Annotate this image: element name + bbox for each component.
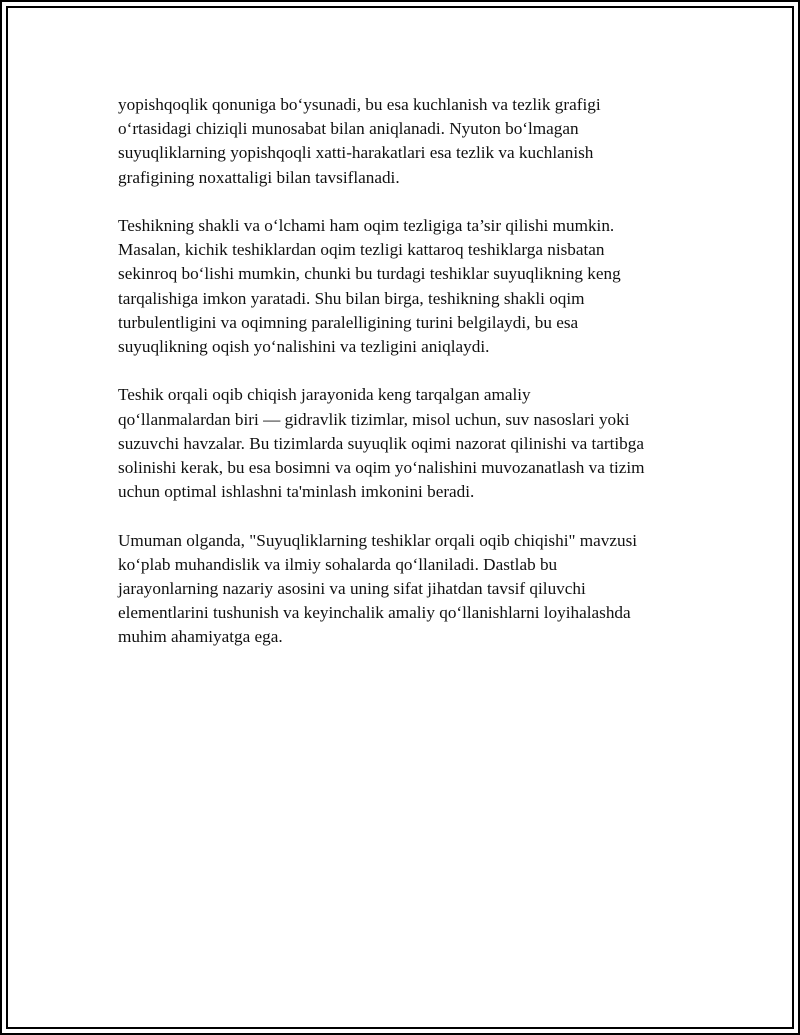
text-line: jarayonlarning nazariy asosini va uning sifat jihatdan tavsif qiluvchi [118,579,586,599]
paragraph-3 [118,383,698,504]
text-line: yopishqoqlik qonuniga bo‘ysunadi, bu esa kuchlanish va tezlik grafigi [118,95,601,114]
text-line: elementlarini tushunish va keyinchalik amaliy qo‘llanishlarni loyihalashda [118,603,631,623]
text-line: turbulentligini va oqimning paralelligining turini belgilaydi, bu esa [118,312,579,332]
text-line: uchun optimal ishlashni ta'minlash imkonini beradi. [118,482,475,502]
text-line: solinishi kerak, bu esa bosimni va oqim yo‘nalishini muvozanatlash va tizim [118,458,645,478]
paragraph-4 [118,529,698,650]
text-line: Teshikning shakli va o‘lchami ham oqim tezligiga ta’sir qilishi mumkin. [118,216,615,235]
paragraph-1 [118,93,698,190]
text-line: grafigining noxattaligi bilan tavsiflanadi. [118,167,400,187]
paragraph-2 [118,214,698,359]
text-line: muhim ahamiyatga ega. [118,627,283,647]
text-line: suyuqliklarning yopishqoqli xatti-harakatlari esa tezlik va kuchlanish [118,143,594,163]
text-line: Umuman olganda, "Suyuqliklarning teshiklar orqali oqib chiqishi" mavzusi [118,530,638,550]
text-line: Teshik orqali oqib chiqish jarayonida keng tarqalgan amaliy [118,385,531,405]
text-line: ko‘plab muhandislik va ilmiy sohalarda qo‘llaniladi. Dastlab bu [118,554,558,574]
document-body [118,93,698,674]
text-line: sekinroq bo‘lishi mumkin, chunki bu turdagi teshiklar suyuqlikning keng [118,264,621,284]
text-line: o‘rtasidagi chiziqli munosabat bilan aniqlanadi. Nyuton bo‘lmagan [118,119,579,139]
text-line: Masalan, kichik teshiklardan oqim tezligi kattaroq teshiklarga nisbatan [118,240,605,260]
text-line: tarqalishiga imkon yaratadi. Shu bilan birga, teshikning shakli oqim [118,288,585,308]
text-line: suzuvchi havzalar. Bu tizimlarda suyuqlik oqimi nazorat qilinishi va tartibga [118,433,644,453]
text-line: qo‘llanmalardan biri — gidravlik tizimlar, misol uchun, suv nasoslari yoki [118,409,630,429]
text-line: suyuqlikning oqish yo‘nalishini va tezligini aniqlaydi. [118,337,490,357]
